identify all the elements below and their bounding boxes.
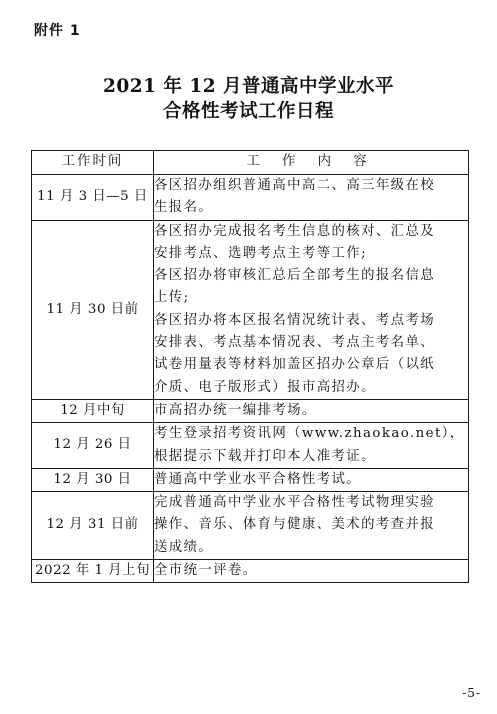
content-line: 各区招办完成报名考生信息的核对、汇总及 [154,223,436,239]
row-time: 12 月 31 日前 [32,492,154,560]
content-line: 市高招办统一编排考场。 [154,402,317,418]
row-content [154,423,469,469]
content-line: 各区招办将审核汇总后全部考生的报名信息 [154,268,436,284]
row-time: 12 月 26 日 [32,423,154,469]
row-content [154,220,469,399]
row-time: 2022 年 1 月上旬 [32,560,154,583]
table-row [32,175,469,221]
row-content [154,492,469,560]
content-line: 上传; [154,290,190,306]
header-work-content: 工 作 内 容 [154,151,469,175]
content-line: 操作、音乐、体育与健康、美术的考查并报 [154,517,436,533]
content-line: 完成普通高中学业水平合格性考试物理实验 [154,495,436,511]
table-row [32,492,469,560]
row-time: 11 月 30 日前 [32,220,154,399]
document-title-line1: 2021 年 12 月普通高中学业水平 [102,76,395,97]
table-row [32,399,469,422]
document-title-line2: 合格性考试工作日程 [162,101,334,122]
row-time: 11 月 3 日—5 日 [32,175,154,221]
row-content [154,175,469,221]
content-line: 考生登录招考资讯网（www.zhaokao.net）， [154,426,465,442]
schedule-body [32,175,469,583]
schedule-table [31,150,469,583]
table-row [32,220,469,399]
table-row [32,468,469,491]
content-line: 生报名。 [154,200,214,216]
content-line: 安排考点、选聘考点主考等工作; [154,245,367,261]
row-content [154,468,469,491]
content-line: 送成绩。 [154,539,214,555]
table-header-row [32,151,469,175]
page-number: -5- [462,686,481,700]
table-row [32,423,469,469]
content-line: 各区招办将本区报名情况统计表、考点考场 [154,312,436,328]
content-line: 全市统一评卷。 [154,563,258,579]
row-content [154,399,469,422]
content-line: 介质、电子版形式）报市高招办。 [154,379,376,395]
content-line: 安排表、考点基本情况表、考点主考名单、 [154,335,436,351]
row-time: 12 月中旬 [32,399,154,422]
table-row [32,560,469,583]
header-work-time: 工作时间 [32,151,154,175]
content-line: 普通高中学业水平合格性考试。 [154,471,362,487]
attachment-label: 附件 1 [34,23,81,39]
row-time: 12 月 30 日 [32,468,154,491]
content-line: 试卷用量表等材料加盖区招办公章后（以纸 [154,357,436,373]
row-content [154,560,469,583]
content-line: 各区招办组织普通高中高二、高三年级在校 [154,178,436,193]
content-line: 根据提示下载并打印本人准考证。 [154,448,376,464]
